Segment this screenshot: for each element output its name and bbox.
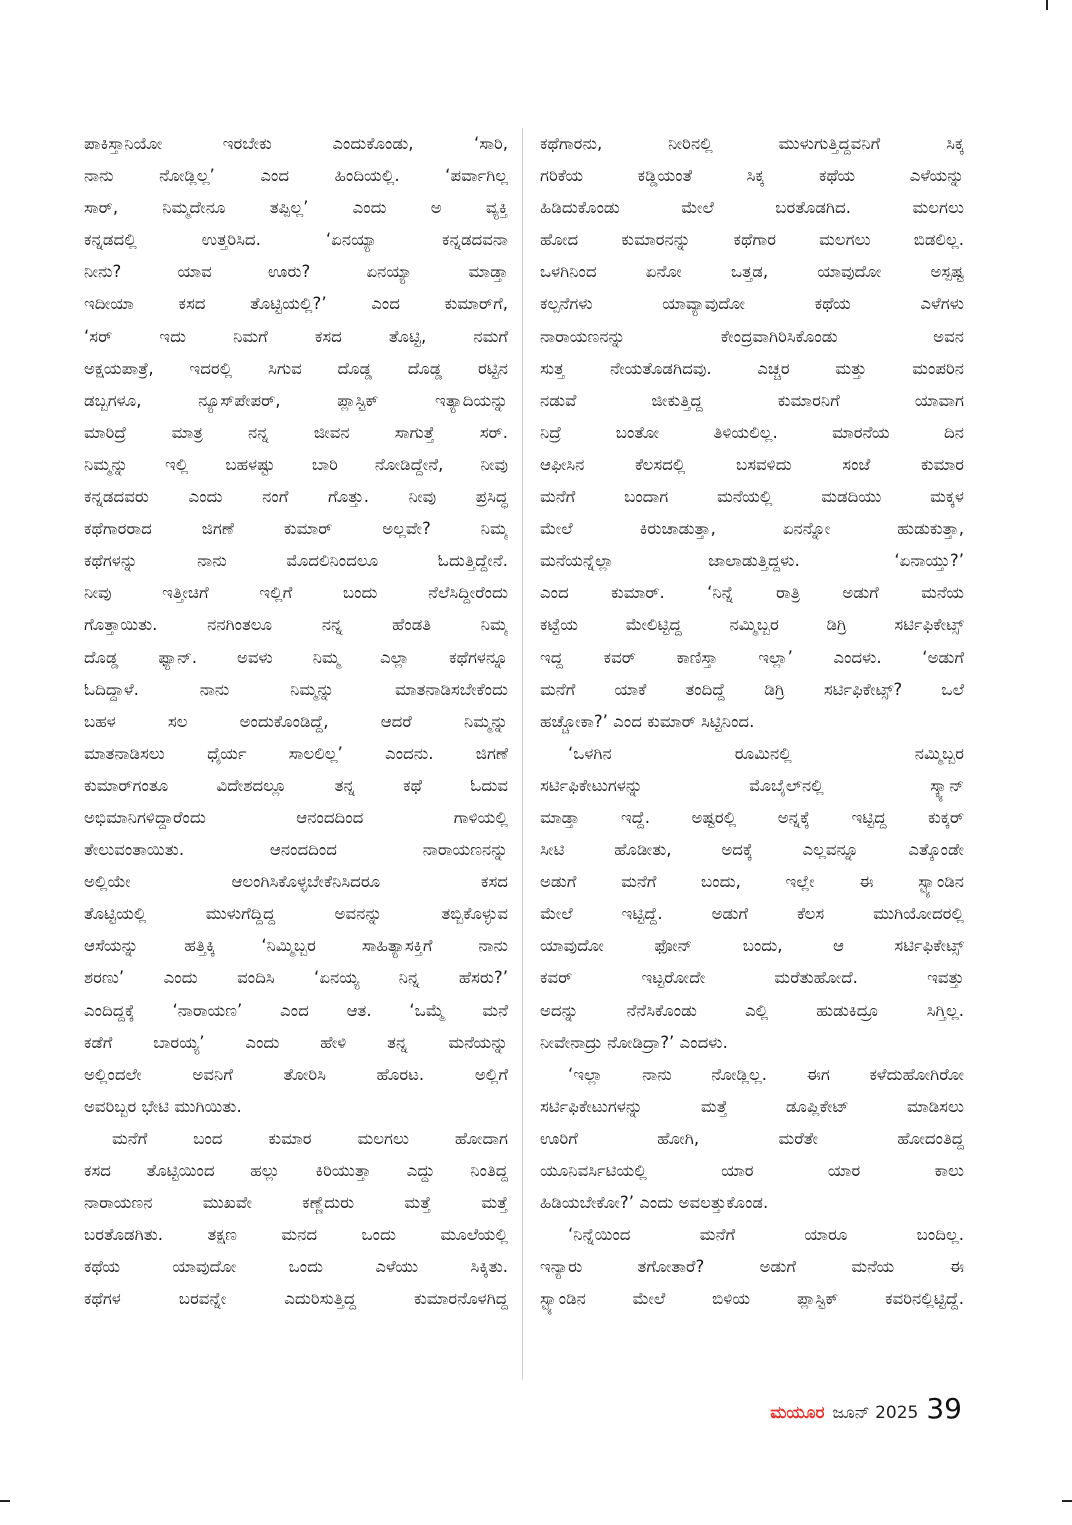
text-line: ಸಾರ್, ನಿಮ್ಮದೇನೂ ತಪ್ಪಿಲ್ಲ’ ಎಂದು ಅ ವ್ಯಕ್ತಿ <box>84 198 508 218</box>
text-line: ಹೋದ ಕುಮಾರನನ್ನು ಕಥೆಗಾರ ಮಲಗಲು ಬಿಡಲಿಲ್ಲ. <box>540 230 964 250</box>
text-line: ನೀವು ಇತ್ತೀಚಿಗೆ ಇಲ್ಲಿಗೆ ಬಂದು ನೆಲೆಸಿದ್ದೀರೆಂದು <box>84 583 508 603</box>
text-line: ‘ಸರ್ ಇದು ನಿಮಗೆ ಕಸದ ತೊಟ್ಟಿ, ನಮಗೆ <box>84 326 508 346</box>
column-divider <box>522 128 523 1380</box>
text-line: ಕಥೆಗಳನ್ನು ನಾನು ಮೊದಲಿನಿಂದಲೂ ಓದುತ್ತಿದ್ದೇನೆ. <box>84 551 508 571</box>
text-line: ಅದನ್ನು ನೆನೆಸಿಕೊಂಡು ಎಲ್ಲಿ ಹುಡುಕಿದ್ರೂ ಸಿಗ್ತಿಲ್ಲ. <box>540 1000 964 1020</box>
right-text-column <box>540 128 964 1315</box>
text-line: ಸರ್ಟಿಫಿಕೇಟುಗಳನ್ನು ಮತ್ತೆ ಡೂಪ್ಲಿಕೇಟ್ ಮಾಡಿಸಲು <box>540 1096 964 1116</box>
text-line: ‘ಇಲ್ಲಾ ನಾನು ನೋಡ್ಲಿಲ್ಲ. ಈಗ ಕಳೆದುಹೋಗಿರೋ <box>568 1064 964 1084</box>
text-line: ಅಡುಗೆ ಮನೆಗೆ ಬಂದು, ಇಲ್ಲೇ ಈ ಸ್ಟ್ಯಾಂಡಿನ <box>540 872 964 892</box>
text-line: ಡಬ್ಬಗಳೂ, ನ್ಯೂಸ್‌ಪೇಪರ್, ಪ್ಲಾಸ್ಟಿಕ್ ಇತ್ಯಾದಿಯನ್ನು <box>84 390 508 410</box>
text-line: ‘ಒಳಗಿನ ರೂಮಿನಲ್ಲಿ ನಮ್ಮಿಬ್ಬರ <box>568 743 964 763</box>
text-line: ಹಚ್ಚೋಕಾ?’ ಎಂದ ಕುಮಾರ್ ಸಿಟ್ಟಿನಿಂದ. <box>540 711 755 731</box>
text-line: ಹಿಡಿಯಬೇಕೋ?’ ಎಂದು ಅವಲತ್ತುಕೊಂಡ. <box>540 1193 769 1213</box>
text-line: ಕಥೆಗಾರನು, ನೀರಿನಲ್ಲಿ ಮುಳುಗುತ್ತಿದ್ದವನಿಗೆ ಸಿಕ್ಕ <box>540 134 964 153</box>
text-line: ಆಫೀಸಿನ ಕೆಲಸದಲ್ಲಿ ಬಸವಳಿದು ಸಂಜೆ ಕುಮಾರ <box>540 454 964 474</box>
text-line: ಮೇಲೆ ಕಿರುಚಾಡುತ್ತಾ, ಏನನ್ನೋ ಹುಡುಕುತ್ತಾ, <box>540 519 964 539</box>
text-line: ಓದಿದ್ದಾಳೆ. ನಾನು ನಿಮ್ಮನ್ನು ಮಾತನಾಡಿಸಬೇಕೆಂದು <box>84 679 508 699</box>
text-line: ಊರಿಗೆ ಹೋಗಿ, ಮರೆತೇ ಹೋದಂತಿದ್ದ <box>540 1128 964 1148</box>
text-line: ಮನೆಗೆ ಬಂದ ಕುಮಾರ ಮಲಗಲು ಹೋದಾಗ <box>112 1128 508 1148</box>
text-line: ಅಲ್ಲಿಂದಲೇ ಅವನಿಗೆ ತೋರಿಸಿ ಹೊರಟ. ಅಲ್ಲಿಗೆ <box>84 1064 508 1084</box>
text-line: ನಾರಾಯಣನನ್ನು ಕೇಂದ್ರವಾಗಿರಿಸಿಕೊಂಡು ಅವನ <box>540 326 964 346</box>
text-line: ದೊಡ್ಡ ಫ್ಯಾನ್. ಅವಳು ನಿಮ್ಮ ಎಲ್ಲಾ ಕಥೆಗಳನ್ನೂ <box>84 647 508 667</box>
text-line: ಪಾಕಿಸ್ತಾನಿಯೋ ಇರಬೇಕು ಎಂದುಕೊಂಡು, ‘ಸಾರಿ, <box>84 134 508 153</box>
text-line: ಎಂದ ಕುಮಾರ್. ‘ನಿನ್ನೆ ರಾತ್ರಿ ಅಡುಗೆ ಮನೆಯ <box>540 583 964 603</box>
text-line: ಬಹಳ ಸಲ ಅಂದುಕೊಂಡಿದ್ದೆ, ಆದರೆ ನಿಮ್ಮನ್ನು <box>84 711 508 731</box>
left-text-column <box>84 128 508 1315</box>
text-line: ನಾನು ನೋಡ್ಲಿಲ್ಲ’ ಎಂದ ಹಿಂದಿಯಲ್ಲಿ. ‘ಪರ್ವಾಗಿಲ್ಲ <box>84 166 508 186</box>
text-line: ಗರಿಕೆಯ ಕಡ್ಡಿಯಂತೆ ಸಿಕ್ಕ ಕಥೆಯ ಎಳೆಯನ್ನು <box>540 166 964 186</box>
text-line: ಕಥೆಗಾರರಾದ ಜಿಗಣೆ ಕುಮಾರ್ ಅಲ್ಲವೇ? ನಿಮ್ಮ <box>84 519 508 539</box>
text-line: ನೀನು? ಯಾವ ಊರು? ಏನಯ್ಯಾ ಮಾಡ್ತಾ <box>84 262 508 282</box>
text-line: ನಾರಾಯಣನ ಮುಖವೇ ಕಣ್ಣೆದುರು ಮತ್ತೆ ಮತ್ತೆ <box>84 1193 508 1213</box>
text-line: ಗೊತ್ತಾಯಿತು. ನನಗಿಂತಲೂ ನನ್ನ ಹೆಂಡತಿ ನಿಮ್ಮ <box>84 615 508 635</box>
crop-mark-bottom-right <box>1062 1500 1072 1502</box>
text-line: ಬರತೊಡಗಿತು. ತಕ್ಷಣ ಮನದ ಒಂದು ಮೂಲೆಯಲ್ಲಿ <box>84 1225 508 1245</box>
text-line: ಮನೆಗೆ ಯಾಕೆ ತಂದಿದ್ದೆ ಡಿಗ್ರಿ ಸರ್ಟಿಫಿಕೇಟ್ಸ್? ಒಲೆ <box>540 679 964 699</box>
text-line: ಮಾರಿದ್ರೆ ಮಾತ್ರ ನನ್ನ ಜೀವನ ಸಾಗುತ್ತೆ ಸರ್. <box>84 422 508 442</box>
text-line: ಮನೆಗೆ ಬಂದಾಗ ಮನೆಯಲ್ಲಿ ಮಡದಿಯು ಮಕ್ಕಳ <box>540 487 964 507</box>
page-footer <box>770 1392 962 1425</box>
text-line: ಕನ್ನಡದಲ್ಲಿ ಉತ್ತರಿಸಿದ. ‘ಏನಯ್ಯಾ ಕನ್ನಡದವನಾ <box>84 230 508 250</box>
text-line: ಅವರಿಬ್ಬರ ಭೇಟಿ ಮುಗಿಯಿತು. <box>84 1096 242 1116</box>
text-line: ಹಿಡಿದುಕೊಂಡು ಮೇಲೆ ಬರತೊಡಗಿದ. ಮಲಗಲು <box>540 198 964 218</box>
text-line: ಸೀಟಿ ಹೊಡೀತು, ಅದಕ್ಕೆ ಎಲ್ಲವನ್ನೂ ಎತ್ಕೊಂಡೇ <box>540 840 964 860</box>
text-line: ಕವರ್ ಇಟ್ಟರೋದೇ ಮರೆತುಹೋದೆ. ಇವತ್ತು <box>540 968 964 988</box>
text-line: ನಡುವೆ ಜೀಕುತ್ತಿದ್ದ ಕುಮಾರನಿಗೆ ಯಾವಾಗ <box>540 390 964 410</box>
text-line: ಅಕ್ಷಯಪಾತ್ರೆ, ಇದರಲ್ಲಿ ಸಿಗುವ ದೊಡ್ಡ ದೊಡ್ಡ ರಟ್ಟಿನ <box>84 358 508 378</box>
text-line: ಕಡೆಗೆ ಬಾರಯ್ಯ’ ಎಂದು ಹೇಳಿ ತನ್ನ ಮನೆಯನ್ನು <box>84 1032 508 1052</box>
text-line: ಸರ್ಟಿಫಿಕೇಟುಗಳನ್ನು ಮೊಬೈಲ್‌ನಲ್ಲಿ ಸ್ಕ್ಯಾನ್ <box>540 775 964 795</box>
text-line: ಮನೆಯನ್ನೆಲ್ಲಾ ಜಾಲಾಡುತ್ತಿದ್ದಳು. ‘ಏನಾಯ್ತು?’ <box>540 551 964 571</box>
text-line: ಶರಣು’ ಎಂದು ವಂದಿಸಿ ‘ಏನಯ್ಯ ನಿನ್ನ ಹೆಸರು?’ <box>84 968 508 988</box>
text-line: ಕಥೆಯ ಯಾವುದೋ ಒಂದು ಎಳೆಯು ಸಿಕ್ಕಿತು. <box>84 1257 508 1277</box>
text-line: ಕನ್ನಡದವರು ಎಂದು ನಂಗೆ ಗೊತ್ತು. ನೀವು ಪ್ರಸಿದ್ಧ <box>84 487 508 507</box>
text-line: ನಿದ್ರೆ ಬಂತೋ ತಿಳಿಯಲಿಲ್ಲ. ಮಾರನೆಯ ದಿನ <box>540 422 964 442</box>
text-line: ಅಭಿಮಾನಿಗಳಿದ್ದಾರೆಂದು ಆನಂದದಿಂದ ಗಾಳಿಯಲ್ಲಿ <box>84 807 508 827</box>
text-line: ಯಾವುದೋ ಫೋನ್ ಬಂದು, ಆ ಸರ್ಟಿಫಿಕೇಟ್ಸ್ <box>540 936 964 956</box>
text-line: ಸ್ಟ್ಯಾಂಡಿನ ಮೇಲೆ ಬಿಳಿಯ ಪ್ಲಾಸ್ಟಿಕ್ ಕವರಿನಲ್ಲಿಟ್ಟಿದ್ದೆ. <box>540 1289 964 1309</box>
text-line: ಅಲ್ಲಿಯೇ ಆಲಂಗಿಸಿಕೊಳ್ಳಬೇಕೆನಿಸಿದರೂ ಕಸದ <box>84 872 508 892</box>
text-line: ಕಸದ ತೊಟ್ಟಿಯಿಂದ ಹಲ್ಲು ಕಿರಿಯುತ್ತಾ ಎದ್ದು ನಿಂತಿದ್ದ <box>84 1161 508 1180</box>
text-line: ತೊಟ್ಟಿಯಲ್ಲಿ ಮುಳುಗೆದ್ದಿದ್ದ ಅವನನ್ನು ತಬ್ಬಿಕೊಳ್ಳುವ <box>84 904 508 924</box>
text-line: ಕುಮಾರ್‌ಗಂತೂ ವಿದೇಶದಲ್ಲೂ ತನ್ನ ಕಥೆ ಓದುವ <box>84 775 508 795</box>
text-line: ಸುತ್ತ ನೇಯತೊಡಗಿದವು. ಎಚ್ಚರ ಮತ್ತು ಮಂಪರಿನ <box>540 358 964 378</box>
text-line: ಎಂದಿದ್ದಕ್ಕೆ ‘ನಾರಾಯಣ’ ಎಂದ ಆತ. ‘ಒಮ್ಮೆ ಮನೆ <box>84 1000 508 1020</box>
crop-mark-bottom-left <box>0 1500 10 1502</box>
issue-date: ಜೂನ್ 2025 <box>832 1403 919 1423</box>
text-line: ಯೂನಿವರ್ಸಿಟಿಯಲ್ಲಿ ಯಾರ ಯಾರ ಕಾಲು <box>540 1161 964 1180</box>
text-line: ಕಥೆಗಳ ಬರವನ್ನೇ ಎದುರಿಸುತ್ತಿದ್ದ ಕುಮಾರನೊಳಗಿದ್ದ <box>84 1289 508 1309</box>
text-line: ‘ನಿನ್ನೆಯಿಂದ ಮನೆಗೆ ಯಾರೂ ಬಂದಿಲ್ಲ. <box>568 1225 964 1245</box>
text-line: ತೇಲುವಂತಾಯಿತು. ಆನಂದದಿಂದ ನಾರಾಯಣನನ್ನು <box>84 840 508 860</box>
text-line: ಕಟ್ಟೆಯ ಮೇಲಿಟ್ಟಿದ್ದ ನಮ್ಮಿಬ್ಬರ ಡಿಗ್ರಿ ಸರ್ಟಿಫಿಕೇಟ್ಸ್ <box>540 615 964 635</box>
text-line: ಒಳಗಿನಿಂದ ಏನೋ ಒತ್ತಡ, ಯಾವುದೋ ಅಸ್ಪಷ್ಟ <box>540 262 964 282</box>
text-line: ನಿಮ್ಮನ್ನು ಇಲ್ಲಿ ಬಹಳಷ್ಟು ಬಾರಿ ನೋಡಿದ್ದೇನೆ, ನೀವು <box>84 454 508 474</box>
text-line: ಮೇಲೆ ಇಟ್ಟಿದ್ದೆ. ಅಡುಗೆ ಕೆಲಸ ಮುಗಿಯೋದರಲ್ಲಿ <box>540 904 964 924</box>
text-line: ನೀವೇನಾದ್ರು ನೋಡಿದ್ರಾ?’ ಎಂದಳು. <box>540 1032 728 1052</box>
text-line: ಮಾಡ್ತಾ ಇದ್ದೆ. ಅಷ್ಟರಲ್ಲಿ ಅನ್ನಕ್ಕೆ ಇಟ್ಟಿದ್ದ ಕುಕ್ಕರ್ <box>540 807 964 827</box>
page-number: 39 <box>926 1392 962 1425</box>
magazine-brand: ಮಯೂರ <box>770 1403 825 1423</box>
text-line: ಇನ್ಯಾರು ತಗೋತಾರೆ? ಅಡುಗೆ ಮನೆಯ ಈ <box>540 1257 964 1277</box>
text-line: ಆಸೆಯನ್ನು ಹತ್ತಿಕ್ಕಿ ‘ನಿಮ್ಮಿಬ್ಬರ ಸಾಹಿತ್ಯಾಸಕ್ತಿಗೆ ನಾನು <box>84 936 508 956</box>
text-line: ಕಲ್ಪನೆಗಳು ಯಾವ್ಯಾವುದೋ ಕಥೆಯ ಎಳೆಗಳು <box>540 294 964 314</box>
text-line: ಇದ್ದ ಕವರ್ ಕಾಣಿಸ್ತಾ ಇಲ್ಲಾ’ ಎಂದಳು. ‘ಅಡುಗೆ <box>540 647 964 667</box>
crop-mark-top-right <box>1046 0 1048 10</box>
text-line: ಮಾತನಾಡಿಸಲು ಧೈರ್ಯ ಸಾಲಲಿಲ್ಲ’ ಎಂದನು. ಜಿಗಣೆ <box>84 743 508 763</box>
text-line: ಇದೀಯಾ ಕಸದ ತೊಟ್ಟಿಯಲ್ಲಿ?’ ಎಂದ ಕುಮಾರ್‌ಗೆ, <box>84 294 508 314</box>
